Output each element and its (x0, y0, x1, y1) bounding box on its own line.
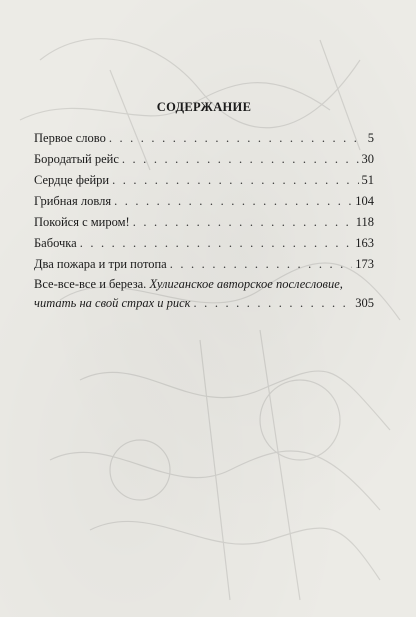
toc-leader-dots (170, 254, 353, 275)
toc-entry (34, 128, 374, 149)
toc-heading: СОДЕРЖАНИЕ (156, 100, 252, 114)
toc-entry-title-regular: Все-все-все и береза. (34, 277, 150, 291)
toc-entry-afterword-line1 (34, 275, 374, 294)
toc-leader-dots (112, 170, 358, 191)
toc-leader-dots (80, 233, 353, 254)
toc-entry (34, 254, 374, 275)
toc-entry (34, 149, 374, 170)
toc-entry-title: Бабочка (34, 236, 77, 250)
toc-entry (34, 212, 374, 233)
toc-entry-afterword (34, 275, 374, 313)
toc-entry-page: 305 (355, 296, 374, 310)
toc-entry-title-italic-continued: читать на свой страх и риск (34, 296, 191, 310)
toc-entry-title: Бородатый рейс (34, 152, 119, 166)
toc-entry-page: 163 (355, 236, 374, 250)
toc-leader-dots (114, 191, 352, 212)
toc-entry (34, 191, 374, 212)
toc-entry-title: Покойся с миром! (34, 215, 130, 229)
toc-entry (34, 233, 374, 254)
toc-entry-page: 5 (367, 131, 374, 145)
toc-entry-title: Грибная ловля (34, 194, 112, 208)
toc-entry (34, 170, 374, 191)
toc-entry-page: 104 (355, 194, 374, 208)
toc-entry-title-italic: Хулиганское авторское послесловие, (149, 277, 343, 291)
toc-leader-dots (109, 128, 365, 149)
toc-entry-page: 118 (355, 215, 374, 229)
table-of-contents (34, 100, 374, 313)
toc-entry-afterword-line2 (34, 294, 374, 313)
toc-entry-page: 30 (361, 152, 374, 166)
toc-entry-title: Сердце фейри (34, 173, 110, 187)
toc-leader-dots (194, 294, 353, 313)
toc-entry-page: 173 (355, 257, 374, 271)
toc-entry-page: 51 (361, 173, 374, 187)
toc-leader-dots (122, 149, 359, 170)
toc-entry-title: Два пожара и три потопа (34, 257, 167, 271)
toc-entry-title: Первое слово (34, 131, 106, 145)
toc-leader-dots (133, 212, 353, 233)
